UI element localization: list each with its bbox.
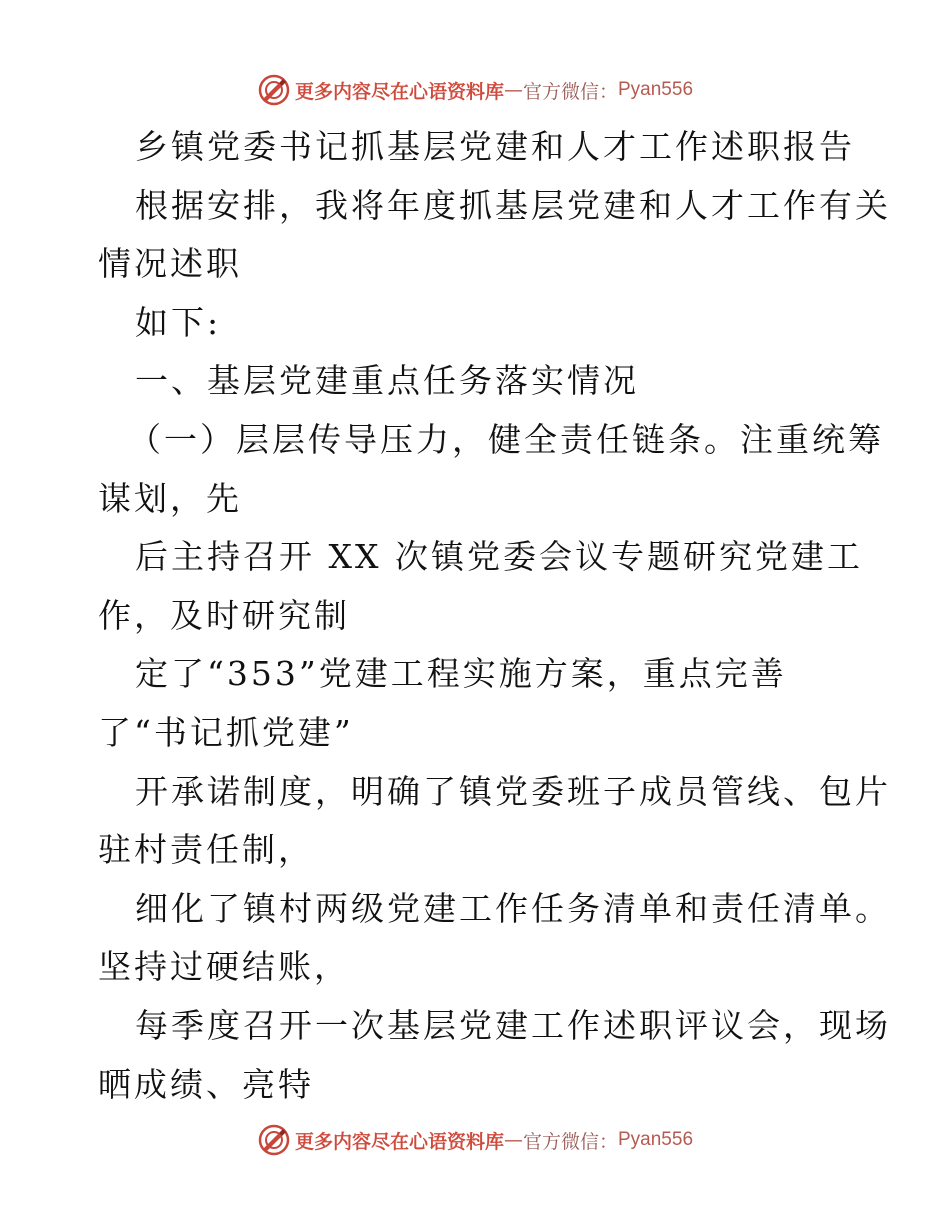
- watermark-id: Pyan556: [618, 79, 694, 100]
- logo-icon: [257, 73, 291, 107]
- paragraph-line: 如下:: [135, 302, 222, 342]
- paragraph-line: 每季度召开一次基层党建工作述职评议会，现场: [135, 1005, 891, 1045]
- paragraph-line: 根据安排，我将年度抓基层党建和人才工作有关: [135, 185, 891, 225]
- paragraph-line: 情况述职: [98, 244, 242, 284]
- paragraph-line: 后主持召开 XX 次镇党委会议专题研究党建工: [135, 537, 863, 577]
- logo-icon: [257, 1123, 291, 1157]
- watermark-brand: 更多内容尽在心语资料库: [294, 80, 504, 103]
- watermark-id: Pyan556: [618, 1129, 694, 1150]
- watermark-header: [0, 70, 950, 110]
- paragraph-line: 坚持过硬结账，: [98, 947, 350, 987]
- paragraph-line: 细化了镇村两级党建工作任务清单和责任清单。: [135, 888, 891, 928]
- paragraph-line: 晒成绩、亮特: [98, 1064, 314, 1104]
- watermark-dash: —: [503, 1129, 523, 1151]
- section-heading: 一、基层党建重点任务落实情况: [135, 361, 639, 401]
- watermark-footer: [0, 1120, 950, 1160]
- paragraph-line: 谋划，先: [98, 478, 242, 518]
- watermark-official: 官方微信：: [522, 80, 618, 103]
- paragraph-line: 了“书记抓党建”: [98, 712, 354, 752]
- paragraph-line: （一）层层传导压力，健全责任链条。注重统筹: [128, 419, 884, 459]
- paragraph-line: 开承诺制度，明确了镇党委班子成员管线、包片: [135, 771, 891, 811]
- watermark-dash: —: [503, 79, 523, 101]
- paragraph-line: 驻村责任制，: [98, 830, 314, 870]
- document-title: 乡镇党委书记抓基层党建和人才工作述职报告: [135, 127, 855, 166]
- watermark-official: 官方微信：: [522, 1130, 618, 1153]
- watermark-brand: 更多内容尽在心语资料库: [294, 1130, 504, 1153]
- document-body: [98, 118, 891, 1114]
- paragraph-line: 定了“353”党建工程实施方案，重点完善: [135, 654, 787, 694]
- paragraph-line: 作，及时研究制: [98, 595, 350, 635]
